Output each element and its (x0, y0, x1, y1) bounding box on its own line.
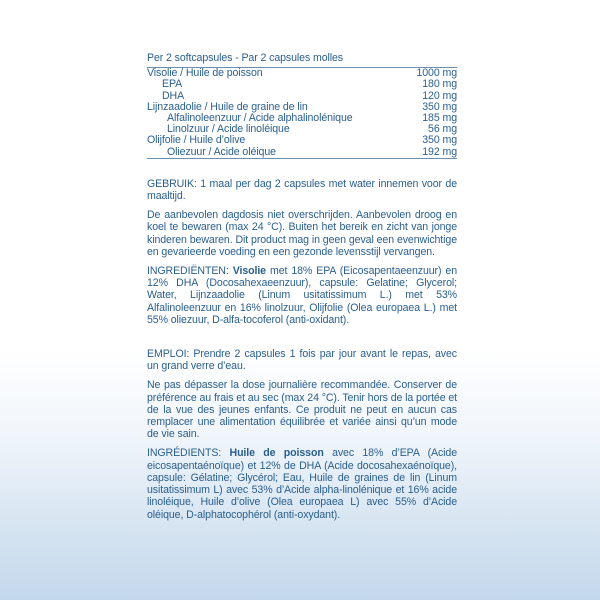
ingredients-fr (147, 447, 457, 520)
ingredients-label-fr: INGRÉDIENTS: (147, 447, 222, 460)
ingredients-text-fr: avec 18% d’EPA (Acide eicosapentaénoïque) et 12% de DHA (Acide docosahexaénoïque), capsule: Gélatine; Glycérol; Eau, Huile de graines de lin (Linum usitatissimum L) avec 53% d’Acide alpha-linolénique et 16% acide linoléique, Huile d’olive (Olea europaea L) avec 55% d’Acide oléique, D-alphatocophérol (anti-oxydant). (147, 447, 457, 521)
nutrient-amount: 185 mg (422, 112, 457, 125)
ingredients-label-nl: INGREDIËNTEN: (147, 265, 229, 278)
nutrient-name: Visolie / Huile de poisson (147, 68, 406, 80)
nutrient-amount: 350 mg (422, 134, 457, 147)
ingredients-nl (147, 265, 457, 326)
ingredients-highlight-fr: Huile de poisson (229, 447, 324, 460)
nutrition-row (147, 68, 457, 80)
nutrient-amount: 192 mg (406, 147, 457, 159)
nutrient-name: DHA (162, 89, 185, 102)
nutrient-amount: 1000 mg (406, 68, 457, 80)
ingredients-text-nl: met 18% EPA (Eicosapentaeenzuur) en 12% DHA (Docosahexaeenzuur), capsule: Gelatine; Glycerol; Water, Lijnzaadolie (Linum usitatissimum L.) met 53% Alfalinoleenzuur en 16% linolzuur, Olijfolie (Olea europaea L.) met 55% oliezuur, D-alfa-tocoferol (anti-oxidant). (147, 265, 457, 326)
nutrition-row (147, 79, 457, 90)
nutrient-name: Oliezuur / Acide oléique (147, 147, 406, 159)
label-content (147, 52, 457, 521)
ingredients-highlight-nl: Visolie (232, 265, 266, 278)
warning-fr: Ne pas dépasser la dose journalière recommandée. Conserver de préférence au frais et au sec (max 24 °C). Tenir hors de la portée et de la vue des jeunes enfants. Ce produit ne peut en aucun cas remplacer une alimentation équilibrée et variée ainsi qu’un mode de vie sain. (147, 379, 457, 441)
usage-nl: GEBRUIK: 1 maal per dag 2 capsules met water innemen voor de maaltijd. (147, 177, 457, 203)
nutrient-amount: 350 mg (422, 100, 457, 113)
nutrient-name: EPA (162, 78, 183, 91)
warning-nl: De aanbevolen dagdosis niet overschrijden. Aanbevolen droog en koel te bewaren (max 24 °C). Buiten het bereik en zicht van jonge kinderen bewaren. Dit product mag in geen geval een evenwichtige en gevarieerde voeding en een gezonde levensstijl vervangen. (147, 209, 457, 258)
nutrition-row (147, 135, 457, 146)
nutrient-amount: 180 mg (422, 78, 457, 91)
nutrition-row (147, 147, 457, 159)
nutrition-table (147, 67, 457, 159)
nutrient-name: Lijnzaadolie / Huile de graine de lin (147, 100, 308, 113)
nutrient-name: Linolzuur / Acide linoléique (167, 123, 290, 136)
nutrient-name: Olijfolie / Huile d’olive (147, 134, 246, 147)
nutrient-name: Alfalinoleenzuur / Acide alphalinolénique (167, 112, 353, 125)
nutrient-amount: 120 mg (422, 89, 457, 102)
nutrition-table-title: Per 2 softcapsules - Par 2 capsules molles (147, 52, 343, 64)
nutrient-amount: 56 mg (428, 123, 457, 136)
usage-fr: EMPLOI: Prendre 2 capsules 1 fois par jour avant le repas, avec un grand verre d’eau. (147, 348, 457, 373)
